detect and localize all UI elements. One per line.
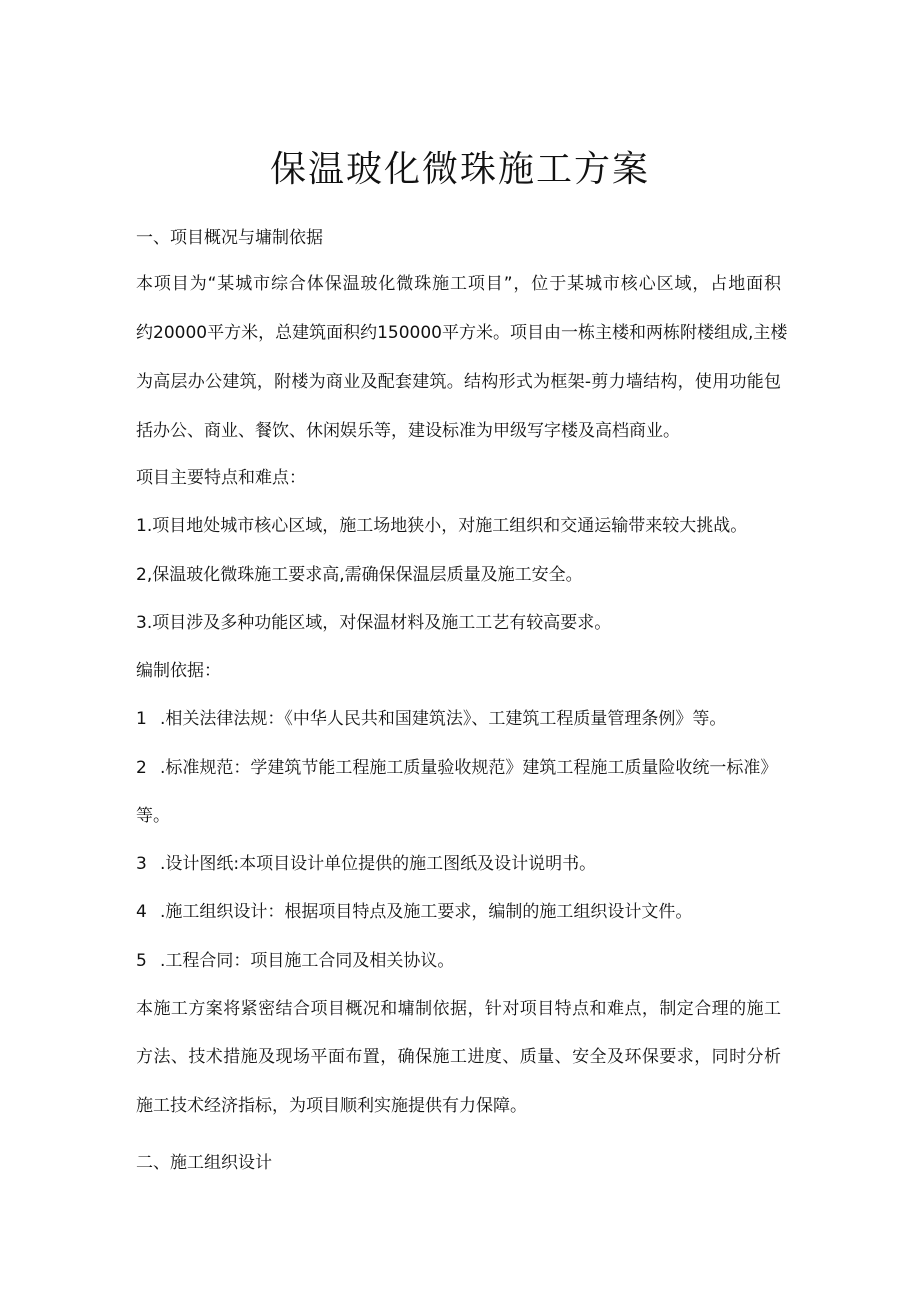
features-heading: 项目主要特点和难点：	[136, 468, 306, 488]
document-title: 保温玻化微珠施工方案	[269, 149, 650, 190]
overview-line-2: 约20000平方米，总建筑面积约150000平方米。项目由一栋主楼和两栋附楼组成,主楼	[136, 323, 788, 343]
basis-item-text: .设计图纸:本项目设计单位提供的施工图纸及设计说明书。	[160, 854, 597, 874]
basis-heading: 编制依据：	[136, 661, 221, 681]
basis-item-text: .标准规范：学建筑节能工程施工质量验收规范》建筑工程施工质量险收统一标准》	[160, 758, 778, 778]
basis-item-3	[136, 852, 596, 876]
basis-item-5	[136, 949, 454, 973]
feature-item-1: 1.项目地处城市核心区域，施工场地狭小，对施工组织和交通运输带来较大挑战。	[136, 516, 748, 536]
feature-item-3: 3.项目涉及多种功能区域，对保温材料及施工工艺有较高要求。	[136, 613, 612, 633]
basis-item-number: 1	[136, 709, 147, 729]
basis-item-number: 4	[136, 902, 147, 922]
summary-line-3: 施工技术经济指标，为项目顺利实施提供有力保障。	[136, 1096, 527, 1116]
basis-item-number: 2	[136, 758, 147, 778]
basis-item-text: .相关法律法规：《中华人民共和国建筑法》、工建筑工程质量管理条例》等。	[160, 709, 727, 729]
section-heading-1: 一、项目概况与墉制依据	[136, 228, 323, 248]
basis-item-number: 3	[136, 854, 147, 874]
basis-item-text: .施工组织设计：根据项目特点及施工要求，编制的施工组织设计文件。	[160, 902, 693, 922]
overview-line-4: 括办公、商业、餐饮、休闲娱乐等，建设标准为甲级写字楼及高档商业。	[136, 421, 680, 441]
basis-item-text: .工程合同：项目施工合同及相关协议。	[160, 951, 455, 971]
basis-item-1	[136, 707, 726, 731]
feature-item-2: 2,保温玻化微珠施工要求高,需确保保温层质量及施工安全。	[136, 565, 583, 585]
summary-line-1: 本施工方案将紧密结合项目概况和墉制依据，针对项目特点和难点，制定合理的施工	[136, 999, 781, 1019]
summary-line-2: 方法、技术措施及现场平面布置，确保施工进度、质量、安全及环保要求，同时分析	[136, 1047, 781, 1067]
basis-item-2-continuation: 等。	[136, 806, 170, 826]
basis-item-2	[136, 756, 777, 780]
section-heading-2: 二、施工组织设计	[136, 1153, 272, 1173]
basis-item-4	[136, 900, 692, 924]
basis-item-number: 5	[136, 951, 147, 971]
overview-line-3: 为高层办公建筑，附楼为商业及配套建筑。结构形式为框架-剪力墙结构，使用功能包	[136, 372, 781, 392]
overview-line-1: 本项目为“某城市综合体保温玻化微珠施工项目”，位于某城市核心区域，占地面积	[136, 274, 781, 294]
